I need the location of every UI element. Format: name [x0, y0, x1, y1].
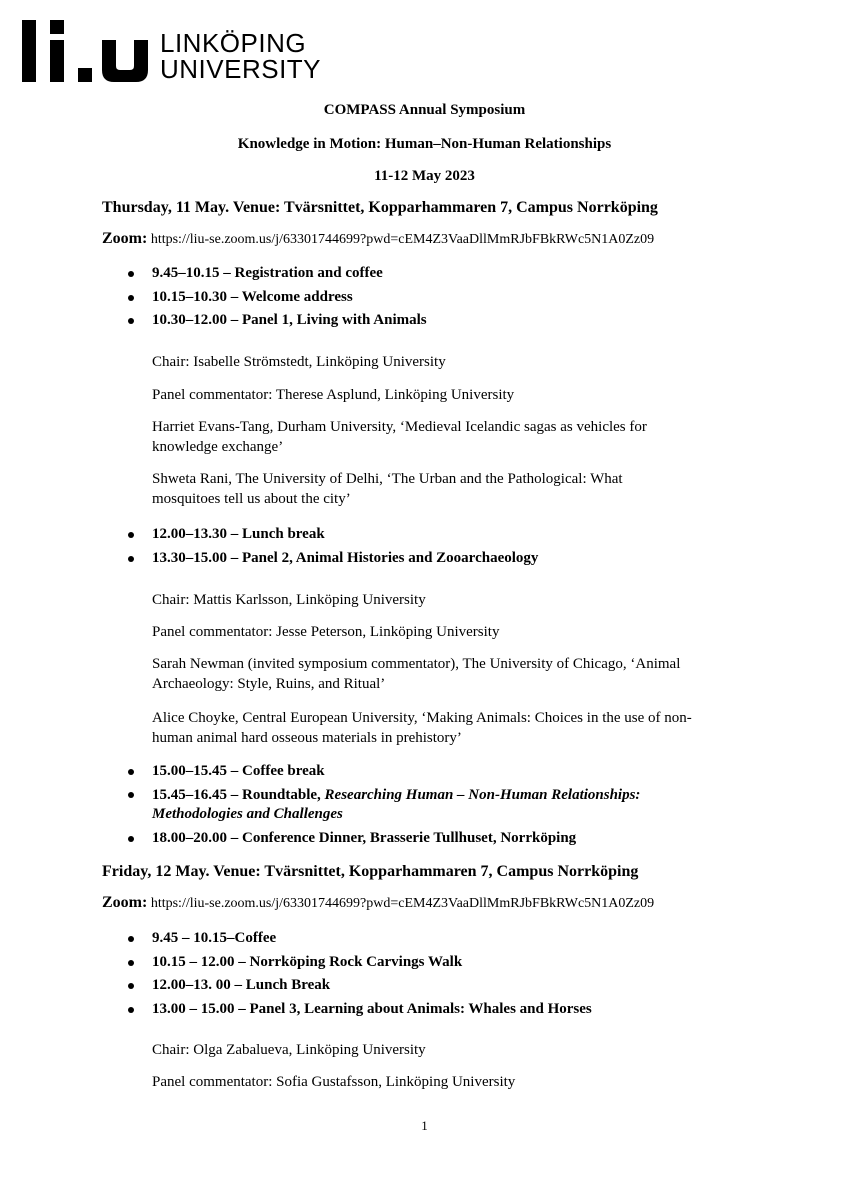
schedule-item: 10.15–10.30 – Welcome address [0, 286, 732, 310]
day1-zoom-link[interactable]: https://liu-se.zoom.us/j/63301744699?pwd=cEM4Z3VaaDllMmRJbFBkRWc5N1A0Zz09 [150, 232, 655, 247]
panel2-talk2-line1: Alice Choyke, Central European University, ‘Making Animals: Choices in the use of non- [152, 710, 692, 726]
panel2-talk2 [152, 708, 752, 748]
day2-zoom-line [102, 894, 654, 913]
panel1-talk2 [152, 469, 752, 509]
panel1-talk2-line2: mosquitoes tell us about the city’ [152, 491, 351, 507]
liu-logo [22, 20, 322, 84]
symposium-theme: Knowledge in Motion: Human–Non-Human Relationships [237, 136, 612, 152]
schedule-item: 12.00–13.30 – Lunch break [0, 523, 732, 547]
panel2-commentator: Panel commentator: Jesse Peterson, Linköping University [152, 624, 500, 640]
schedule-item-coffee: 15.00–15.45 – Coffee break [0, 760, 732, 784]
day2-heading: Friday, 12 May. Venue: Tvärsnittet, Kopparhammaren 7, Campus Norrköping [102, 863, 639, 880]
day1-heading: Thursday, 11 May. Venue: Tvärsnittet, Kopparhammaren 7, Campus Norrköping [102, 199, 658, 216]
schedule-item: 13.00 – 15.00 – Panel 3, Learning about Animals: Whales and Horses [0, 998, 732, 1022]
schedule-item: 13.30–15.00 – Panel 2, Animal Histories and Zooarchaeology [0, 547, 732, 571]
day1-schedule-list-a [0, 262, 732, 333]
schedule-item: 12.00–13. 00 – Lunch Break [0, 974, 732, 998]
panel2-talk1-line2: Archaeology: Style, Ruins, and Ritual’ [152, 676, 386, 692]
day2-schedule-list [0, 927, 732, 1021]
day1-schedule-list-b [0, 523, 732, 570]
logo-text-linkoping: LINKÖPING [160, 28, 307, 58]
liu-logo-mark [22, 20, 154, 82]
schedule-item: 10.30–12.00 – Panel 1, Living with Animals [0, 309, 732, 333]
logo-text-university: UNIVERSITY [160, 54, 322, 84]
day1-zoom-label: Zoom: [102, 230, 148, 247]
event-dates: 11-12 May 2023 [374, 168, 475, 184]
schedule-item-roundtable [0, 784, 732, 827]
day1-zoom-line [102, 230, 654, 249]
day2-zoom-link[interactable]: https://liu-se.zoom.us/j/63301744699?pwd=cEM4Z3VaaDllMmRJbFBkRWc5N1A0Zz09 [150, 896, 655, 911]
schedule-item-dinner: 18.00–20.00 – Conference Dinner, Brasserie Tullhuset, Norrköping [0, 827, 732, 851]
panel2-chair: Chair: Mattis Karlsson, Linköping University [152, 592, 426, 608]
panel1-talk1 [152, 417, 752, 457]
roundtable-time: 15.45–16.45 – Roundtable, [152, 786, 325, 803]
event-title: COMPASS Annual Symposium [323, 102, 526, 118]
panel1-talk1-line2: knowledge exchange’ [152, 439, 284, 455]
panel3-commentator: Panel commentator: Sofia Gustafsson, Linköping University [152, 1074, 516, 1090]
schedule-item: 10.15 – 12.00 – Norrköping Rock Carvings Walk [0, 951, 732, 975]
day1-schedule-list-c [0, 760, 732, 850]
panel1-talk1-line1: Harriet Evans-Tang, Durham University, ‘Medieval Icelandic sagas as vehicles for [152, 419, 647, 435]
roundtable-title: Researching Human – Non-Human Relationships: Methodologies and Challenges [152, 786, 641, 822]
panel3-chair: Chair: Olga Zabalueva, Linköping University [152, 1042, 426, 1058]
panel2-talk1 [152, 654, 752, 694]
panel2-talk2-line2: human animal hard osseous materials in prehistory’ [152, 730, 462, 746]
panel1-chair: Chair: Isabelle Strömstedt, Linköping University [152, 354, 446, 370]
panel1-talk2-line1: Shweta Rani, The University of Delhi, ‘The Urban and the Pathological: What [152, 471, 623, 487]
schedule-item: 9.45–10.15 – Registration and coffee [0, 262, 732, 286]
schedule-item: 9.45 – 10.15–Coffee [0, 927, 732, 951]
page-number: 1 [421, 1118, 428, 1133]
day2-zoom-label: Zoom: [102, 894, 148, 911]
panel1-commentator: Panel commentator: Therese Asplund, Linköping University [152, 387, 515, 403]
panel2-talk1-line1: Sarah Newman (invited symposium commentator), The University of Chicago, ‘Animal [152, 656, 681, 672]
